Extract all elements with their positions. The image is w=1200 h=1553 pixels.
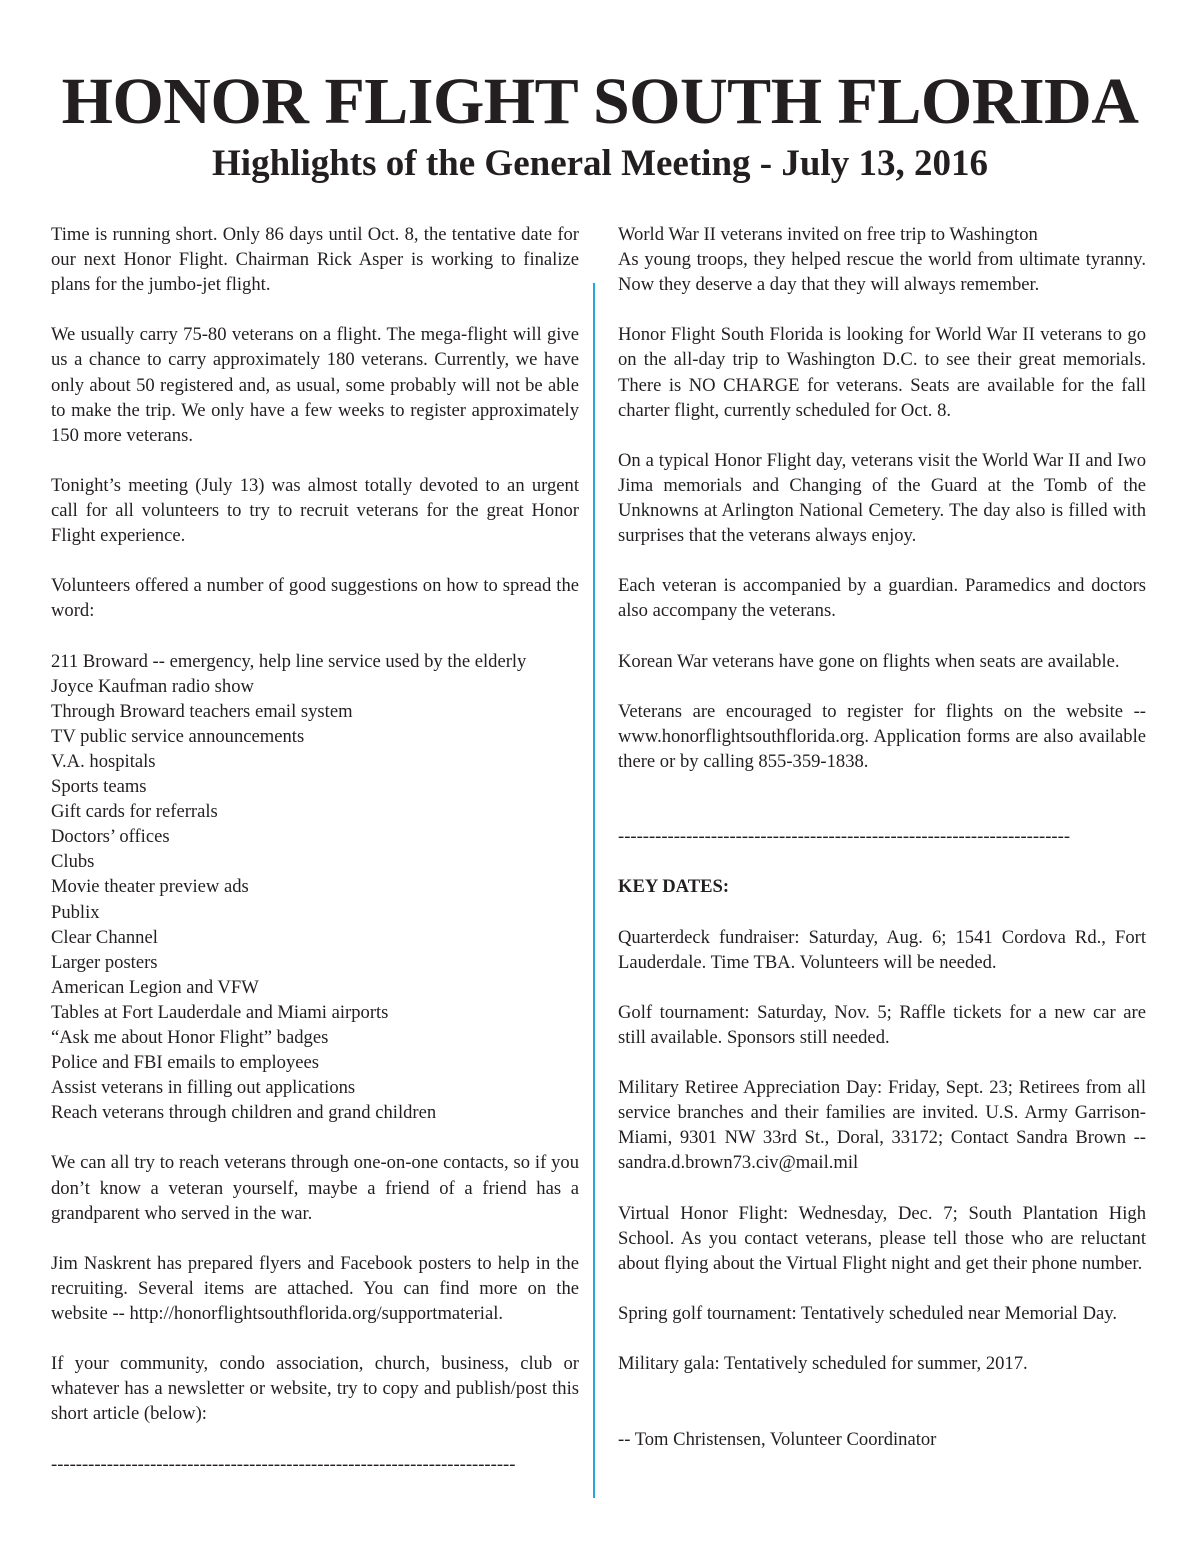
suggestions-list [51, 649, 579, 1126]
key-dates-heading: KEY DATES: [618, 876, 730, 898]
suggestion-item: TV public service announcements [51, 725, 305, 747]
right-column [618, 222, 1146, 1452]
spacer [618, 1401, 1146, 1426]
signature: -- Tom Christensen, Volunteer Coordinator [618, 1428, 937, 1450]
key-date-item: Golf tournament: Saturday, Nov. 5; Raffle tickets for a new car are still available. Sponsors still needed. [618, 1001, 1146, 1048]
suggestion-item: Larger posters [51, 951, 158, 973]
left-column [51, 222, 579, 1477]
suggestion-item: Reach veterans through children and grand children [51, 1102, 437, 1124]
suggestion-item: Police and FBI emails to employees [51, 1052, 320, 1074]
suggestion-item: Joyce Kaufman radio show [51, 675, 254, 697]
suggestion-item: Through Broward teachers email system [51, 700, 353, 722]
article-paragraph-1: As young troops, they helped rescue the world from ultimate tyranny. Now they deserve a day that they will always remember. [618, 249, 1146, 296]
spacer [618, 849, 1146, 874]
article-paragraph-5: Korean War veterans have gone on flights when seats are available. [618, 650, 1120, 672]
suggestion-item: American Legion and VFW [51, 976, 259, 998]
page-subtitle: Highlights of the General Meeting - July 13, 2016 [212, 143, 988, 184]
intro-paragraph-2: We usually carry 75-80 veterans on a flight. The mega-flight will give us a chance to carry approximately 180 veterans. Currently, we have only about 50 registered and, as usual, some probably will not be able to make the trip. We only have a few weeks to register approximately 150 more veterans. [51, 324, 579, 446]
suggestion-item: Tables at Fort Lauderdale and Miami airports [51, 1001, 389, 1023]
suggestion-item: Sports teams [51, 776, 147, 798]
article-paragraph-6: Veterans are encouraged to register for flights on the website -- www.honorflightsouthflorida.org. Application forms are also available there or by calling 855-359-1838. [618, 700, 1146, 772]
key-date-item: Virtual Honor Flight: Wednesday, Dec. 7; South Plantation High School. As you contact veterans, please tell those who are reluctant about flying about the Virtual Flight night and get their phone number. [618, 1202, 1146, 1274]
suggestion-item: Clear Channel [51, 926, 158, 948]
intro-paragraph-3: Tonight’s meeting (July 13) was almost totally devoted to an urgent call for all volunteers to try to recruit veterans for the great Honor Flight experience. [51, 474, 579, 547]
key-date-item: Spring golf tournament: Tentatively scheduled near Memorial Day. [618, 1303, 1118, 1325]
page-title: HONOR FLIGHT SOUTH FLORIDA [61, 65, 1139, 138]
suggestion-item: Clubs [51, 851, 95, 873]
suggestion-item: Publix [51, 901, 100, 923]
article-headline: World War II veterans invited on free trip to Washington [618, 224, 1038, 245]
column-divider [593, 283, 595, 1498]
right-separator: ------------------------------------------------------------------------- [618, 826, 1071, 848]
key-date-item: Military gala: Tentatively scheduled for summer, 2017. [618, 1353, 1028, 1375]
suggestion-item: “Ask me about Honor Flight” badges [51, 1027, 329, 1048]
closing-paragraph-3: If your community, condo association, church, business, club or whatever has a newsletter or website, try to copy and publish/post this short article (below): [51, 1353, 579, 1425]
spacer [618, 799, 1146, 824]
closing-paragraph-2: Jim Naskrent has prepared flyers and Facebook posters to help in the recruiting. Several items are attached. You can find more on the website -- http://honorflightsouthflorida.org/supportmaterial. [51, 1252, 579, 1325]
closing-paragraph-1: We can all try to reach veterans through one-on-one contacts, so if you don’t know a veteran yourself, maybe a friend of a friend has a grandparent who served in the war. [51, 1152, 579, 1224]
suggestion-item: Doctors’ offices [51, 826, 170, 848]
suggestion-item: Assist veterans in filling out applications [51, 1077, 356, 1099]
suggestion-item: V.A. hospitals [51, 750, 156, 772]
article-paragraph-2: Honor Flight South Florida is looking for World War II veterans to go on the all-day trip to Washington D.C. to see their great memorials. There is NO CHARGE for veterans. Seats are available for the fall charter flight, currently scheduled for Oct. 8. [618, 324, 1146, 421]
key-date-item: Quarterdeck fundraiser: Saturday, Aug. 6; 1541 Cordova Rd., Fort Lauderdale. Time TBA. Volunteers will be needed. [618, 926, 1146, 973]
suggestion-item: Gift cards for referrals [51, 801, 218, 823]
intro-paragraph-1: Time is running short. Only 86 days until Oct. 8, the tentative date for our next Honor Flight. Chairman Rick Asper is working to finalize plans for the jumbo-jet flight. [51, 224, 579, 296]
suggestion-item: Movie theater preview ads [51, 876, 249, 898]
key-date-item: Military Retiree Appreciation Day: Friday, Sept. 23; Retirees from all service branches and their families are invited. U.S. Army Garrison-Miami, 9301 NW 33rd St., Doral, 33172; Contact Sandra Brown -- sandra.d.brown73.civ@mail.mil [618, 1077, 1146, 1174]
suggestion-item: 211 Broward -- emergency, help line service used by the elderly [51, 650, 527, 672]
article-paragraph-3: On a typical Honor Flight day, veterans visit the World War II and Iwo Jima memorials and Changing of the Guard at the Tomb of the Unknowns at Arlington National Cemetery. The day also is filled with surprises that the veterans always enjoy. [618, 449, 1146, 547]
article-paragraph-4: Each veteran is accompanied by a guardian. Paramedics and doctors also accompany the veterans. [618, 575, 1146, 622]
intro-paragraph-4: Volunteers offered a number of good suggestions on how to spread the word: [51, 575, 579, 622]
left-separator: --------------------------------------------------------------------------- [51, 1453, 516, 1475]
